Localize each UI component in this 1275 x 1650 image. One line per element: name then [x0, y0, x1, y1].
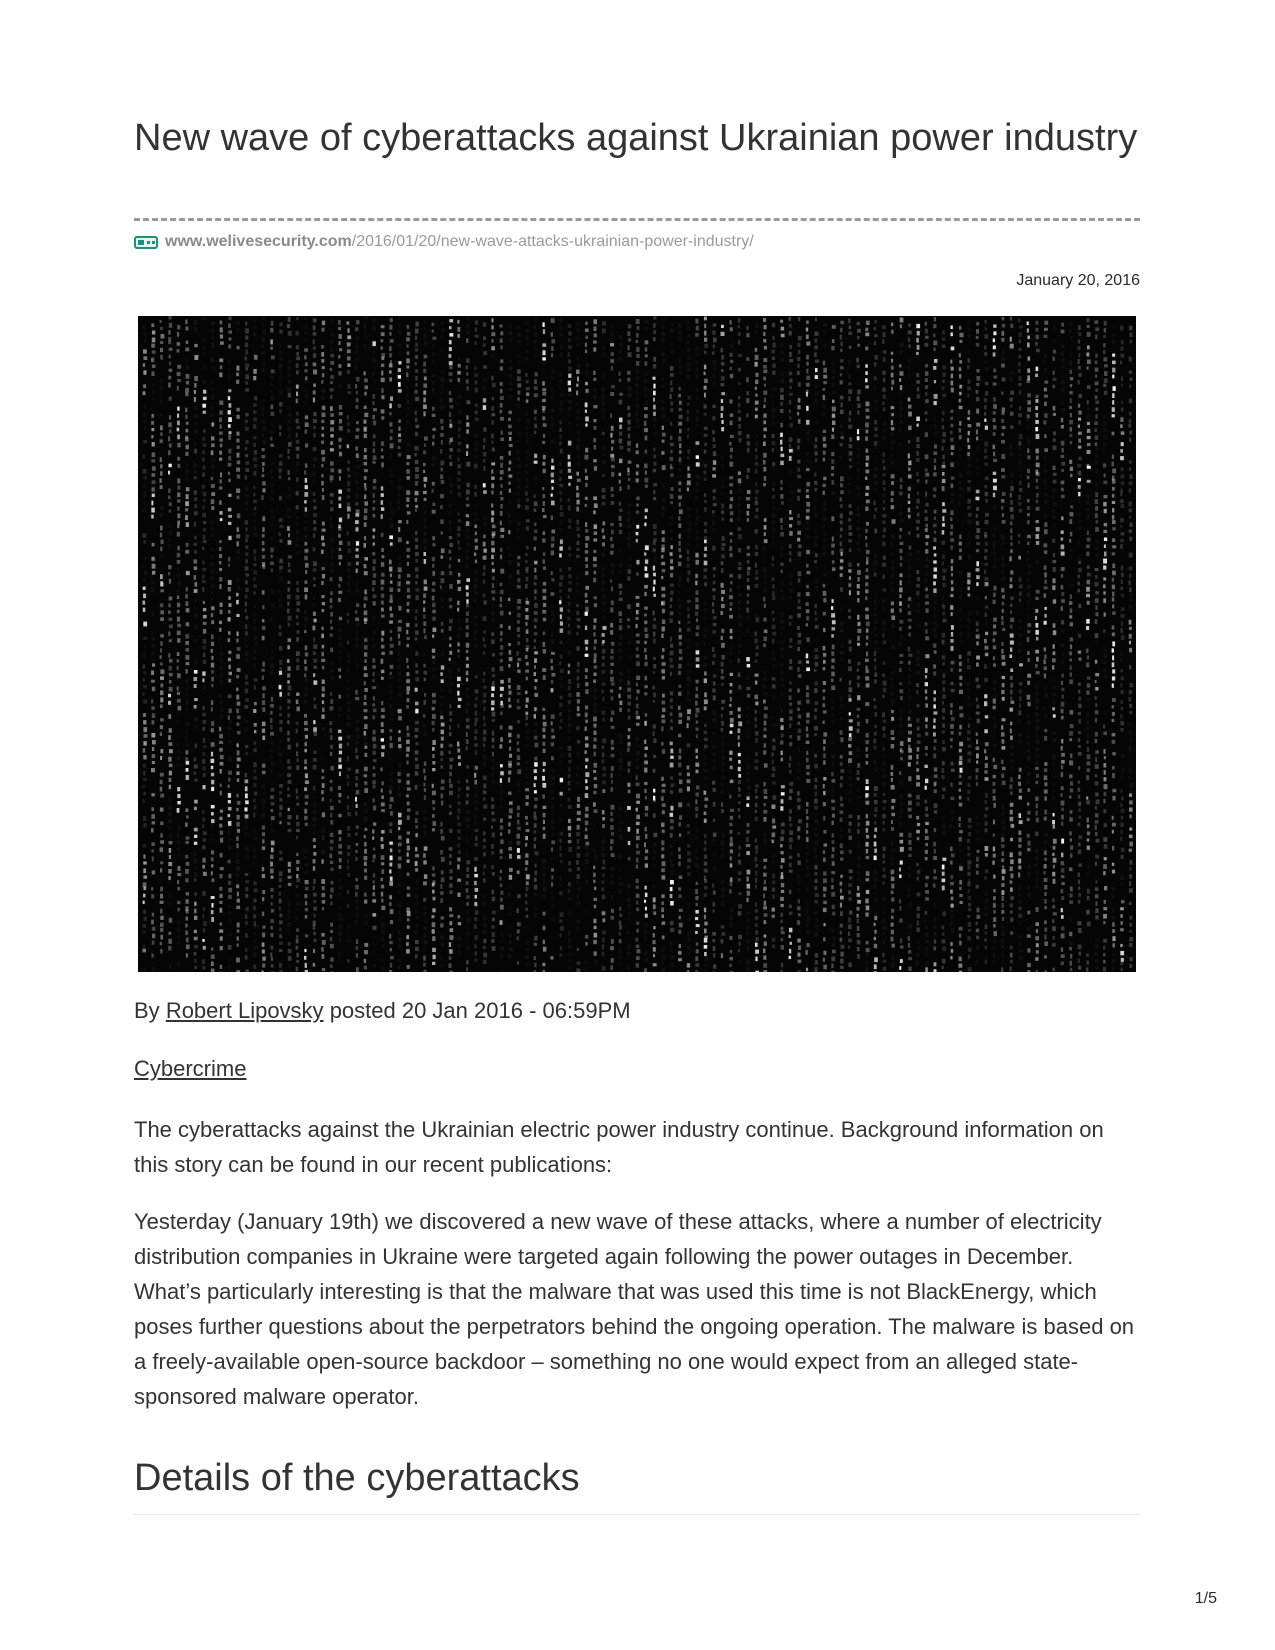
category — [134, 1056, 246, 1082]
article-title: New wave of cyberattacks against Ukrainian power industry — [134, 117, 1138, 159]
section-heading: Details of the cyberattacks — [134, 1457, 580, 1499]
paragraph-intro: The cyberattacks against the Ukrainian electric power industry continue. Background information on this story can be found in our recent publications: — [134, 1117, 1104, 1177]
digital-rain-image — [138, 316, 1136, 972]
author-link[interactable]: Robert Lipovsky — [165, 998, 324, 1023]
posted-datetime: posted 20 Jan 2016 - 06:59PM — [329, 998, 631, 1023]
title-divider — [134, 218, 1140, 221]
hero-image — [138, 316, 1136, 972]
category-link[interactable]: Cybercrime — [134, 1056, 247, 1081]
source-domain: www.welivesecurity.com — [165, 233, 352, 250]
page-number: 1/5 — [1194, 1590, 1217, 1607]
paragraph-details: Yesterday (January 19th) we discovered a new wave of these attacks, where a number of electricity distribution companies in Ukraine were targeted again following the power outages in December. What’s particularly interesting is that the malware that was used this time is not BlackEnergy, which poses further questions about the perpetrators behind the ongoing operation. The malware is based on a freely-available open-source backdoor – something no one would expect from an alleged state-sponsored malware operator. — [134, 1209, 1135, 1409]
source-path: /2016/01/20/new-wave-attacks-ukrainian-power-industry/ — [351, 233, 754, 250]
link-badge-icon — [134, 236, 158, 249]
article-date: January 20, 2016 — [1016, 272, 1140, 289]
source-link[interactable] — [134, 232, 754, 252]
section-divider — [134, 1514, 1140, 1515]
byline-prefix: By — [134, 998, 160, 1023]
byline — [134, 998, 631, 1024]
